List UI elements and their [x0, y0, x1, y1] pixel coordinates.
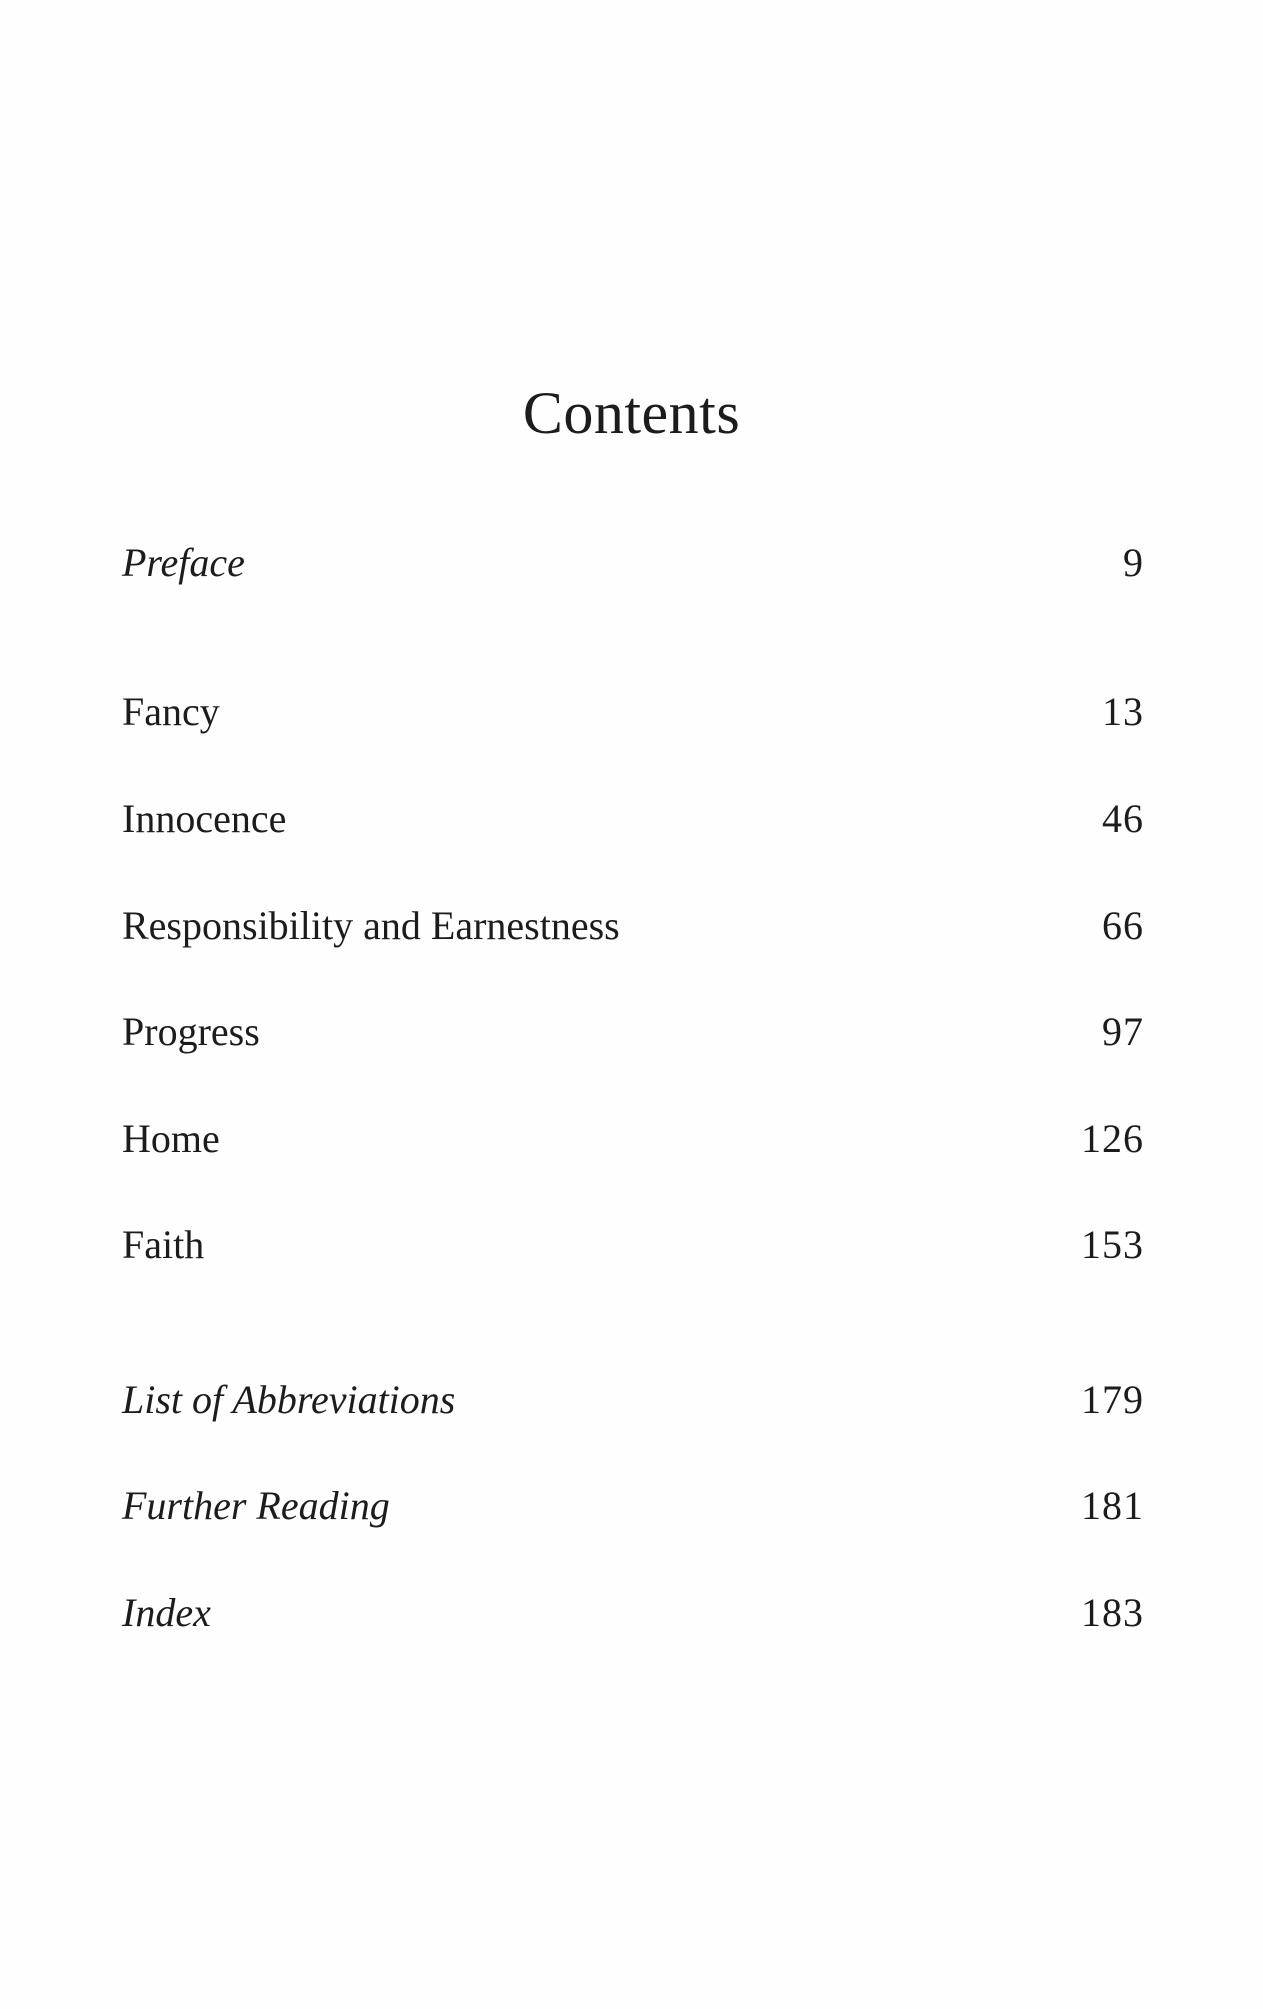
toc-entry-page-number: 46 [1102, 796, 1144, 841]
toc-entry-label: Responsibility and Earnestness [122, 903, 620, 948]
toc-entry-progress [122, 1004, 1144, 1060]
toc-entry-label: List of Abbreviations [122, 1377, 456, 1422]
toc-entry-list-of-abbreviations [122, 1372, 1144, 1428]
toc-entry-label: Index [122, 1590, 211, 1635]
toc-entry-label: Progress [122, 1009, 260, 1054]
toc-entry-index [122, 1585, 1144, 1641]
toc-entry-label: Faith [122, 1222, 205, 1267]
toc-entry-page-number: 179 [1081, 1377, 1144, 1422]
toc-entry-page-number: 181 [1081, 1483, 1144, 1528]
toc-entry-label: Innocence [122, 796, 287, 841]
toc-entry-innocence [122, 791, 1144, 847]
toc-entry-faith [122, 1217, 1144, 1273]
toc-entry-page-number: 13 [1102, 689, 1144, 734]
toc-entry-preface [122, 535, 1144, 591]
toc-entry-label: Further Reading [122, 1483, 390, 1528]
toc-entry-further-reading [122, 1478, 1144, 1534]
toc-entry-page-number: 66 [1102, 903, 1144, 948]
toc-entry-page-number: 9 [1123, 540, 1144, 585]
toc-entry-page-number: 153 [1081, 1222, 1144, 1267]
toc-entry-responsibility-and-earnestness [122, 898, 1144, 954]
page-title: Contents [522, 380, 741, 446]
toc-entry-label: Fancy [122, 689, 220, 734]
toc-entry-page-number: 97 [1102, 1009, 1144, 1054]
toc-entry-label: Preface [122, 540, 245, 585]
toc-entry-fancy [122, 684, 1144, 740]
toc-entry-home [122, 1111, 1144, 1167]
toc-entry-page-number: 183 [1081, 1590, 1144, 1635]
toc-entry-label: Home [122, 1116, 220, 1161]
toc-entry-page-number: 126 [1081, 1116, 1144, 1161]
